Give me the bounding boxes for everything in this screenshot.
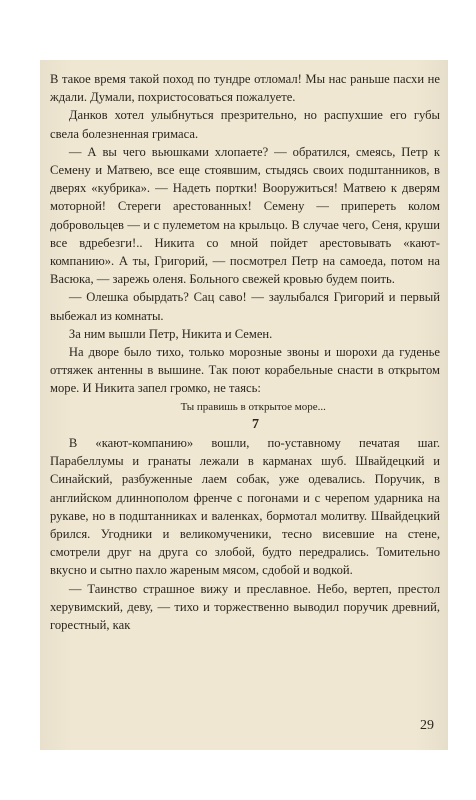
paragraph: В «кают-компанию» вошли, по-уставному печатая шаг. Парабеллумы и гранаты лежали в карманах шуб. Швайдецкий и Синайский, разбуженные лаем собак, уже одевались. Поручик, в английском длиннополом френче с погонами и с черепом ударника на рукаве, но в подштанниках и валенках, бормотал молитву. Швайдецкий брился. Угодники и великомученики, тесно висевшие на стене, смотрели друг на друга со злобой, будто передрались. Томительно вкусно и сытно пахло жареным мясом, сдобой и водкой. (50, 436, 440, 578)
paragraph: — А вы чего вьюшками хлопаете? — обратился, смеясь, Петр к Семену и Матвею, все еще стоявшим, стыдясь своих подштанников, в дверях «кубрика». — Надеть портки! Вооружиться! Матвею к дверям моторной! Стереги арестованных! Семену — припереть колом добровольцев — и с пулеметом на крыльцо. В случае чего, Сеня, круши все вдребезги!.. Никита со мной пойдет арестовывать «кают-компанию». А ты, Григорий, — посмотрел Петр на самоеда, потом на Васюка, — зарежь оленя. Больного свежей кровью будем поить. (50, 144, 440, 287)
paragraph: Данков хотел улыбнуться презрительно, но распухшие его губы свела болезненная гримаса. (50, 108, 440, 141)
page-text (50, 70, 440, 634)
song-line: Ты правишь в открытое море... (180, 400, 326, 413)
paragraph: На дворе было тихо, только морозные звоны и шорохи да гуденье оттяжек антенны в вышине. Так поют корабельные снасти в открытом море. И Никита запел громко, не таясь: (50, 345, 440, 396)
book-page (40, 60, 448, 750)
chapter-number: 7 (252, 416, 259, 432)
paragraph: — Олешка обырдать? Сац саво! — заулыбался Григорий и первый выбежал из комнаты. (50, 290, 440, 323)
paragraph: В такое время такой поход по тундре отломал! Мы нас раньше пасхи не ждали. Думали, похристосоваться пожалуете. (50, 72, 440, 105)
page-number: 29 (420, 718, 434, 733)
paragraph: За ним вышли Петр, Никита и Семен. (68, 326, 273, 341)
paragraph: — Таинство страшное вижу и преславное. Небо, вертеп, престол херувимский, деву, — тихо и торжественно выводил поручик древний, горестный, как (50, 581, 440, 633)
